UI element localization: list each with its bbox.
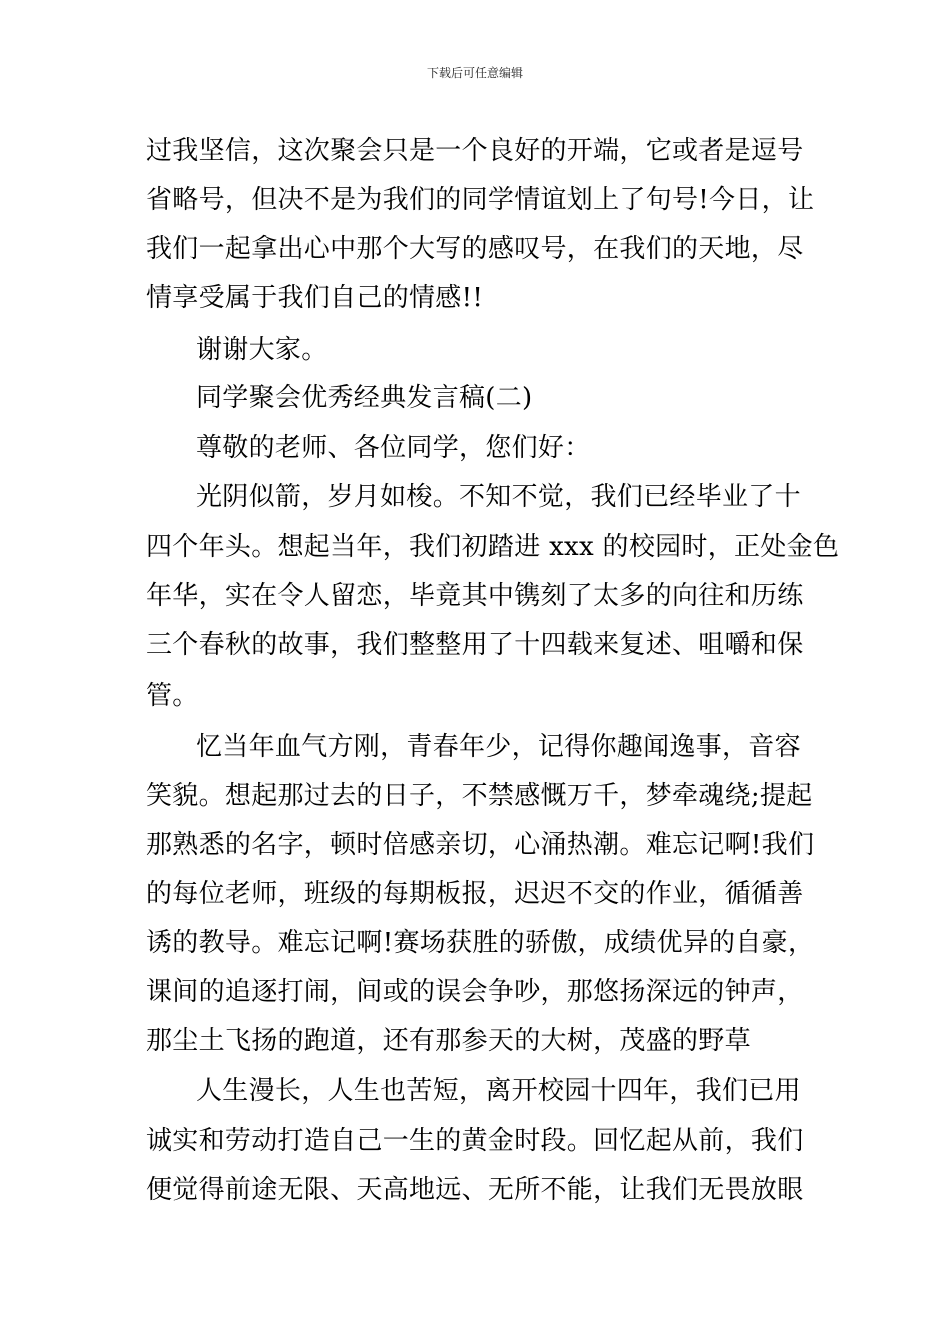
text-line: 课间的追逐打闹，间或的误会争吵，那悠扬深远的钟声，	[146, 977, 804, 1007]
text-line: 年华，实在令人留恋，毕竟其中镌刻了太多的向往和历练	[146, 581, 804, 611]
text-line: 情享受属于我们自己的情感!!	[146, 283, 484, 313]
section-title: 同学聚会优秀经典发言稿(二)	[196, 383, 533, 413]
text-line: 诚实和劳动打造自己一生的黄金时段。回忆起从前，我们	[146, 1126, 804, 1156]
text-line: 过我坚信，这次聚会只是一个良好的开端，它或者是逗号	[146, 136, 804, 166]
page-header: 下载后可任意编辑	[426, 66, 523, 80]
text-line: 尊敬的老师、各位同学，您们好：	[196, 433, 591, 463]
text-line: 那尘土飞扬的跑道，还有那参天的大树，茂盛的野草	[146, 1026, 751, 1056]
text-line: 省略号，但决不是为我们的同学情谊划上了句号!今日，让	[146, 185, 815, 215]
text-line: 谢谢大家。	[196, 335, 328, 365]
text-line: 人生漫长，人生也苦短，离开校园十四年，我们已用	[196, 1076, 801, 1106]
text-line: 忆当年血气方刚，青春年少，记得你趣闻逸事，音容	[196, 732, 801, 762]
text-line: 四个年头。想起当年，我们初踏进 xxx 的校园时，正处金色	[146, 532, 840, 562]
text-line: 诱的教导。难忘记啊!赛场获胜的骄傲，成绩优异的自豪，	[146, 928, 815, 958]
text-line: 便觉得前途无限、天高地远、无所不能，让我们无畏放眼	[146, 1175, 804, 1205]
text-line: 光阴似箭，岁月如梭。不知不觉，我们已经毕业了十	[196, 482, 801, 512]
text-line: 管。	[146, 681, 199, 711]
text-line: 那熟悉的名字，顿时倍感亲切，心涌热潮。难忘记啊!我们	[146, 830, 815, 860]
text-line: 笑貌。想起那过去的日子，不禁感慨万千，梦牵魂绕;提起	[146, 781, 813, 811]
text-line: 我们一起拿出心中那个大写的感叹号，在我们的天地，尽	[146, 234, 804, 264]
text-line: 三个春秋的故事，我们整整用了十四载来复述、咀嚼和保	[146, 630, 804, 660]
text-line: 的每位老师，班级的每期板报，迟迟不交的作业，循循善	[146, 879, 804, 909]
